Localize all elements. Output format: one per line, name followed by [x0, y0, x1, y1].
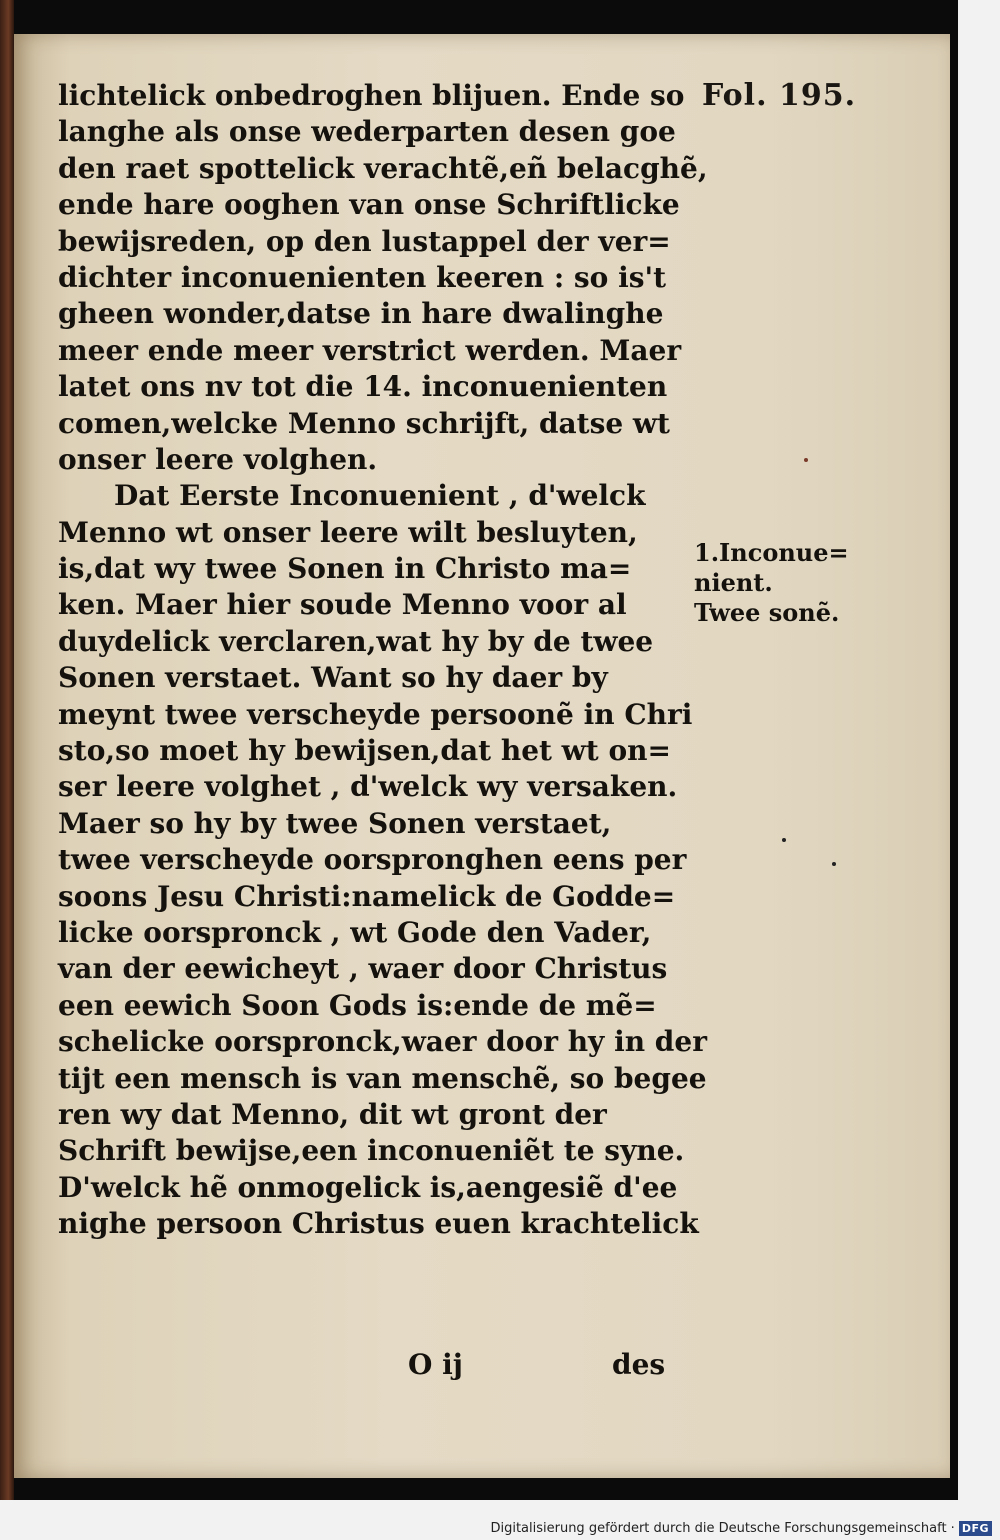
text-line: sto,so moet hy bewijsen,dat het wt on= — [58, 734, 671, 768]
main-text-block — [58, 78, 708, 1243]
text-line: een eewich Soon Gods is:ende de mẽ= — [58, 988, 657, 1022]
text-line: Dat Eerste Inconuenient , d'welck — [114, 479, 646, 513]
text-line: gheen wonder,datse in hare dwalinghe — [58, 297, 664, 331]
text-line: duydelick verclaren,wat hy by de twee — [58, 624, 654, 658]
ink-speck — [782, 838, 786, 842]
text-line: langhe als onse wederparten desen goe — [58, 115, 676, 149]
text-line: onser leere volghen. — [58, 442, 378, 476]
marginal-note — [694, 538, 864, 628]
text-line: schelicke oorspronck,waer door hy in der — [58, 1025, 707, 1059]
signature-mark: O ij — [408, 1348, 463, 1381]
text-line: bewijsreden, op den lustappel der ver= — [58, 224, 671, 258]
marginal-note-line: Twee sonẽ. — [694, 598, 840, 627]
text-line: soons Jesu Christi:namelick de Godde= — [58, 879, 676, 913]
text-line: latet ons nv tot die 14. inconuenienten — [58, 370, 668, 404]
text-line: comen,welcke Menno schrijft, datse wt — [58, 406, 670, 440]
text-line: Menno wt onser leere wilt besluyten, — [58, 515, 638, 549]
text-line: lichtelick onbedroghen blijuen. Ende so — [58, 79, 685, 112]
text-line: ken. Maer hier soude Menno voor al — [58, 588, 627, 622]
marginal-note-line: nient. — [694, 568, 773, 597]
text-line: meer ende meer verstrict werden. Maer — [58, 333, 682, 367]
ink-speck — [804, 458, 808, 462]
text-line: ser leere volghet , d'welck wy versaken. — [58, 770, 678, 804]
folio-number: Fol. 195. — [702, 78, 857, 113]
book-spine — [0, 0, 14, 1500]
text-line: den raet spottelick verachtẽ,eñ belacghẽ, — [58, 151, 708, 185]
text-line: ende hare ooghen van onse Schriftlicke — [58, 188, 680, 222]
text-line: twee verscheyde oorspronghen eens per — [58, 843, 687, 877]
credit-text: Digitalisierung gefördert durch die Deutsche Forschungsgemeinschaft · — [490, 1521, 955, 1536]
text-line: tijt een mensch is van menschẽ, so begee — [58, 1061, 707, 1095]
catchword: des — [612, 1348, 666, 1381]
digitization-credit — [490, 1521, 992, 1536]
marginal-note-line: 1.Inconue= — [694, 538, 849, 567]
text-line: Sonen verstaet. Want so hy daer by — [58, 661, 608, 695]
text-line: licke oorspronck , wt Gode den Vader, — [58, 915, 652, 949]
text-line: is,dat wy twee Sonen in Christo ma= — [58, 552, 632, 586]
text-line: ren wy dat Menno, dit wt gront der — [58, 1097, 607, 1131]
text-line: D'welck hẽ onmogelick is,aengesiẽ d'ee — [58, 1170, 678, 1204]
text-line: Maer so hy by twee Sonen verstaet, — [58, 806, 612, 840]
text-line: nighe persoon Christus euen krachtelick — [58, 1207, 699, 1241]
dfg-logo: DFG — [959, 1521, 992, 1536]
text-line: Schrift bewijse,een inconueniẽt te syne. — [58, 1134, 685, 1168]
text-line: meynt twee verscheyde persoonẽ in Chri — [58, 697, 693, 731]
ink-speck — [832, 862, 836, 866]
text-line: van der eewicheyt , waer door Christus — [58, 952, 668, 986]
text-line: dichter inconuenienten keeren : so is't — [58, 260, 667, 294]
